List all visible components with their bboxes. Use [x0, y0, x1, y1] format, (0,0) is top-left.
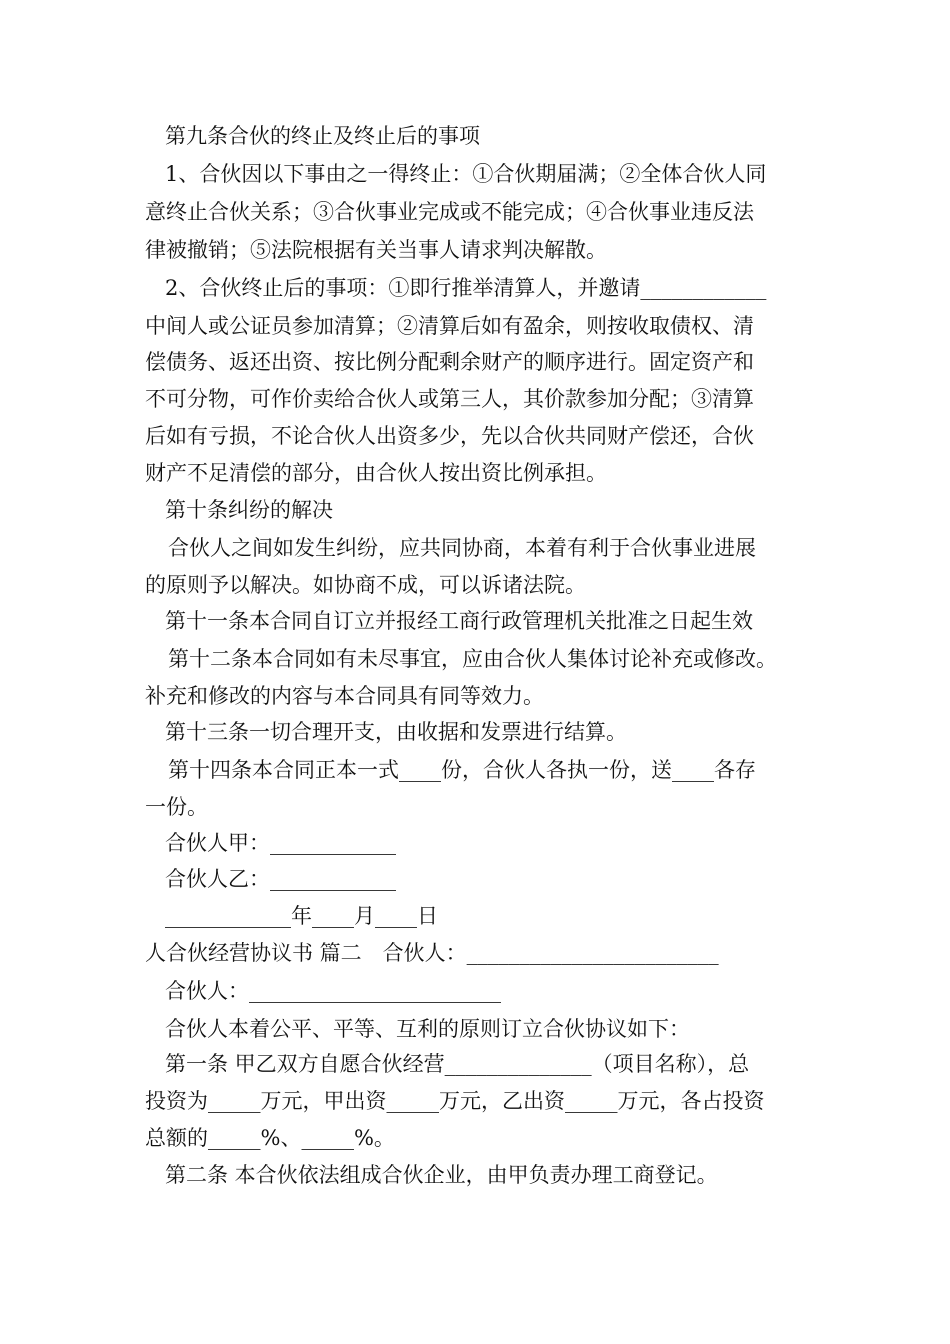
paragraph-line: 合伙人之间如发生纠纷，应共同协商，本着有利于合伙事业进展 — [168, 536, 756, 560]
paragraph-line: 偿债务、返还出资、按比例分配剩余财产的顺序进行。固定资产和 — [145, 350, 754, 374]
paragraph-line: 中间人或公证员参加清算；②清算后如有盈余，则按收取债权、清 — [145, 314, 754, 338]
paragraph-line: 意终止合伙关系；③合伙事业完成或不能完成；④合伙事业违反法 — [145, 200, 754, 224]
section-9-heading: 第九条合伙的终止及终止后的事项 — [165, 124, 480, 148]
paragraph-line: 总额的_____%、_____%。 — [145, 1126, 395, 1150]
partner-line: 合伙人：________________________ — [165, 979, 501, 1003]
paragraph-line: 补充和修改的内容与本合同具有同等效力。 — [145, 684, 544, 708]
section-14-line: 第十四条本合同正本一式____份，合伙人各执一份，送____各存 — [168, 758, 756, 782]
section-10-heading: 第十条纠纷的解决 — [165, 498, 333, 522]
paragraph-line: 律被撤销；⑤法院根据有关当事人请求判决解散。 — [145, 238, 607, 262]
section-12-line: 第十二条本合同如有未尽事宜，应由合伙人集体讨论补充或修改。 — [168, 647, 777, 671]
paragraph-line: 合伙人本着公平、平等、互利的原则订立合伙协议如下： — [165, 1017, 690, 1041]
paragraph-line: 后如有亏损，不论合伙人出资多少，先以合伙共同财产偿还，合伙 — [145, 424, 754, 448]
article-2-line: 第二条 本合伙依法组成合伙企业，由甲负责办理工商登记。 — [165, 1163, 718, 1187]
paragraph-line: 投资为_____万元，甲出资_____万元，乙出资_____万元，各占投资 — [145, 1089, 765, 1113]
paragraph-line: 的原则予以解决。如协商不成，可以诉诸法院。 — [145, 573, 586, 597]
paragraph-line: 一份。 — [145, 795, 208, 819]
paragraph-line: 财产不足清偿的部分，由合伙人按出资比例承担。 — [145, 461, 607, 485]
signature-partner-b: 合伙人乙：____________ — [165, 867, 396, 891]
paragraph-line: 1、合伙因以下事由之一得终止：①合伙期届满；②全体合伙人同 — [165, 162, 767, 186]
signature-partner-a: 合伙人甲：____________ — [165, 831, 396, 855]
part-two-heading: 人合伙经营协议书 篇二 合伙人：________________________ — [145, 941, 719, 965]
paragraph-line: 不可分物，可作价卖给合伙人或第三人，其价款参加分配；③清算 — [145, 387, 754, 411]
section-11-line: 第十一条本合同自订立并报经工商行政管理机关批准之日起生效 — [165, 609, 753, 633]
signature-date: ____________年____月____日 — [165, 904, 438, 928]
paragraph-line: 2、合伙终止后的事项：①即行推举清算人，并邀请____________ — [165, 276, 767, 300]
section-13-line: 第十三条一切合理开支，由收据和发票进行结算。 — [165, 720, 627, 744]
article-1-line: 第一条 甲乙双方自愿合伙经营______________（项目名称），总 — [165, 1052, 750, 1076]
